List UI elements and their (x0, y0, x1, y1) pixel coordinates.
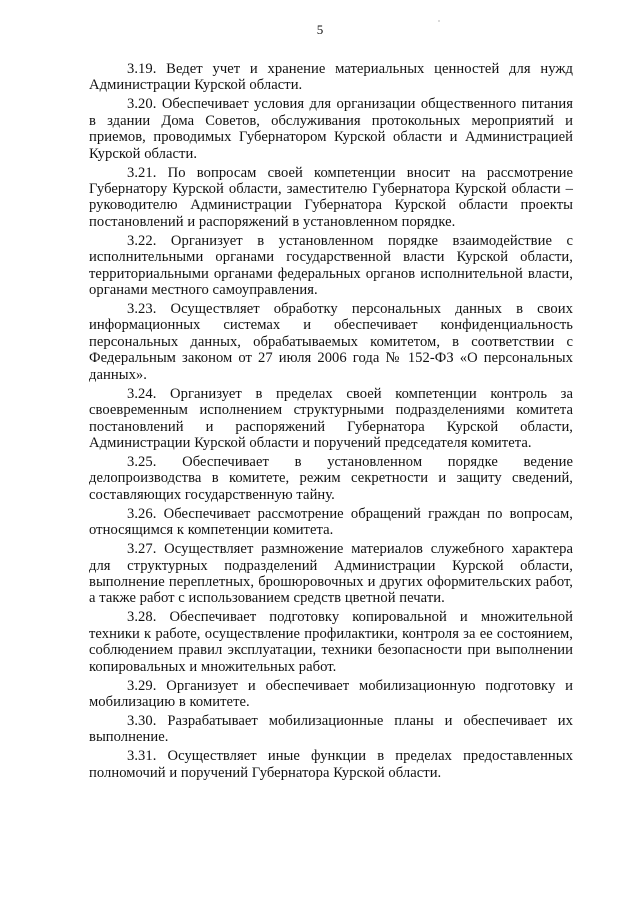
paragraph-3-25: 3.25. Обеспечивает в установленном порядке ведение делопроизводства в комитете, режим секретности и защиту сведений, составляющих государственную тайну. (89, 453, 573, 503)
paragraph-3-20: 3.20. Обеспечивает условия для организации общественного питания в здании Дома Советов, обслуживания протокольных мероприятий и приемов, проводимых Губернатором Курской области и Администрацией Курской области. (89, 96, 573, 162)
paragraph-3-22: 3.22. Организует в установленном порядке взаимодействие с исполнительными органами государственной власти Курской области, территориальными органами федеральных органов исполнительной власти, органами местного самоуправления. (89, 232, 573, 299)
paragraph-3-30: 3.30. Разрабатывает мобилизационные планы и обеспечивает их выполнение. (89, 712, 573, 746)
paragraph-3-28: 3.28. Обеспечивает подготовку копировальной и множительной техники к работе, осуществление профилактики, контроля за ее состоянием, соблюдением правил эксплуатации, техники безопасности при выполнении копировальных и множительных работ. (89, 609, 573, 675)
paragraph-3-24: 3.24. Организует в пределах своей компетенции контроль за своевременным исполнением структурными подразделениями комитета постановлений и распоряжений Губернатора Курской области, Администрации Курской области и поручений председателя комитета. (89, 385, 573, 451)
scan-speck (438, 20, 440, 22)
page-number: 5 (316, 22, 324, 37)
paragraph-3-31: 3.31. Осуществляет иные функции в пределах предоставленных полномочий и поручений Губернатора Курской области. (89, 748, 573, 781)
paragraph-3-19: 3.19. Ведет учет и хранение материальных ценностей для нужд Администрации Курской области. (89, 61, 573, 94)
paragraph-3-29: 3.29. Организует и обеспечивает мобилизационную подготовку и мобилизацию в комитете. (89, 677, 573, 710)
paragraph-3-27: 3.27. Осуществляет размножение материалов служебного характера для структурных подразделений Администрации Курской области, выполнение переплетных, брошюровочных и других оформительских работ, а также работ с использованием средств цветной печати. (89, 541, 573, 607)
paragraph-3-21: 3.21. По вопросам своей компетенции вносит на рассмотрение Губернатору Курской области, заместителю Губернатора Курской области – руководителю Администрации Губернатора Курской области проекты постановлений и распоряжений в установленном порядке. (89, 164, 573, 230)
paragraph-3-23: 3.23. Осуществляет обработку персональных данных в своих информационных системах и обеспечивает конфиденциальность персональных данных, обрабатываемых комитетом, в соответствии с Федеральным законом от 27 июля 2006 года № 152-ФЗ «О персональных данных». (89, 301, 573, 383)
paragraph-3-26: 3.26. Обеспечивает рассмотрение обращений граждан по вопросам, относящимся к компетенции комитета. (89, 505, 573, 539)
document-body (89, 61, 573, 784)
